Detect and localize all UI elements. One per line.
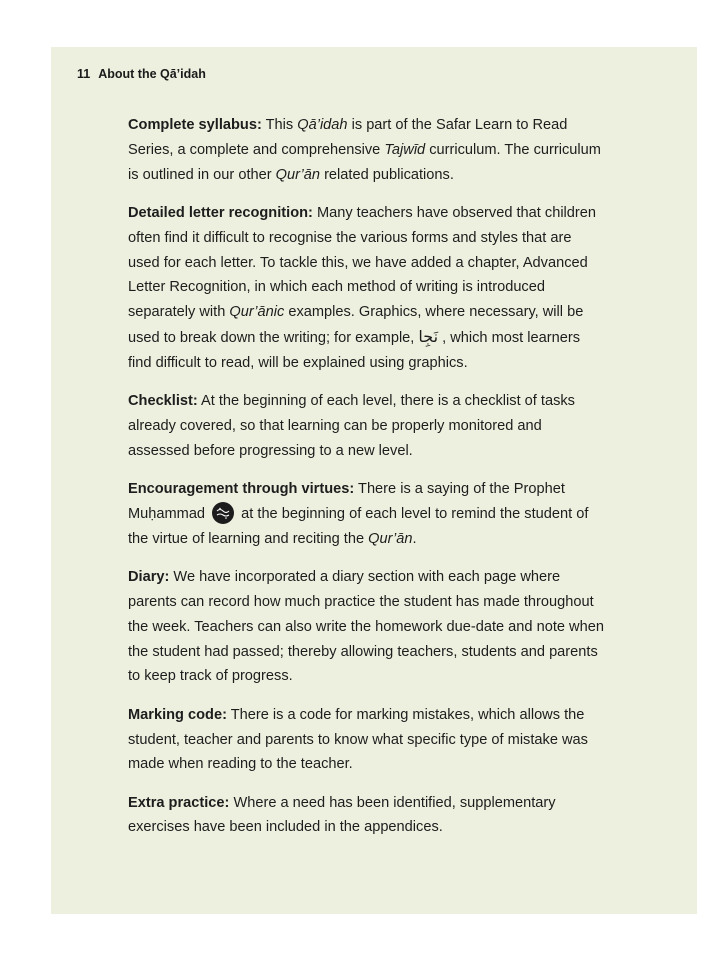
paragraph-text: at the beginning of each level to remind the student of the virtue of learning and reciting the [128,505,589,547]
paragraph-text: examples. Graphics, where necessary, will be used to break down the writing; for example, [128,304,584,346]
paragraph-text: . [412,530,417,547]
paragraph-letter-recognition [128,201,606,376]
paragraph-complete-syllabus [128,113,606,187]
paragraph-virtues [128,477,606,551]
italic-term: Qur’ān [368,530,413,547]
paragraph-marking-code [128,703,606,777]
paragraph-text: Many teachers have observed that children often find it difficult to recognise the various forms and styles that are used for each letter. To tackle this, we have added a chapter, Advanced Letter Recognition, in which each method of writing is introduced separately with [128,204,597,321]
paragraph-heading: Complete syllabus: [128,117,262,133]
paragraph-text: At the beginning of each level, there is a checklist of tasks already covered, so that learning can be properly monitored and assessed before progressing to a new level. [128,393,575,459]
paragraph-text: We have incorporated a diary section with each page where parents can record how much practice the student has made throughout the week. Teachers can also write the homework due-date and note when the student had passed; thereby allowing teachers, students and parents to keep track of progress. [128,569,604,685]
paragraph-heading: Encouragement through virtues: [128,481,355,498]
paragraph-heading: Extra practice: [128,794,230,811]
page-content [128,113,606,854]
book-page [51,47,697,914]
page-number: 11 [77,67,91,81]
paragraph-text: There is a code for marking mistakes, which allows the student, teacher and parents to know what specific type of mistake was made when reading to the teacher. [128,706,588,773]
paragraph-text: This [261,117,298,133]
paragraph-text: , which most learners find difficult to read, will be explained using graphics. [128,329,581,371]
italic-term: Qur’ānic [229,304,285,321]
paragraph-heading: Detailed letter recognition: [128,204,313,221]
paragraph-text: Where a need has been identified, supplementary exercises have been included in the appendices. [128,794,556,836]
arabic-example: نَجِا [418,326,439,346]
paragraph-checklist [128,389,606,463]
italic-term: Qur’ān [275,166,321,183]
paragraph-extra-practice [128,791,606,841]
salutation-seal-icon [212,502,234,524]
running-header [77,67,206,81]
paragraph-heading: Marking code: [128,706,227,723]
paragraph-text: There is a saying of the Prophet Muḥammad [128,481,565,522]
paragraph-diary [128,565,606,689]
section-title: About the Qā’idah [98,67,206,81]
paragraph-heading: Checklist: [128,393,198,410]
italic-term: Qā’idah [297,117,348,133]
paragraph-text: related publications. [320,166,454,183]
paragraph-heading: Diary: [128,569,170,586]
paragraph-text: is part of the Safar Learn to Read Series, a complete and comprehensive [128,117,568,158]
paragraph-text: curriculum. The curriculum is outlined in our other [128,141,601,183]
italic-term: Tajwīd [384,141,426,158]
